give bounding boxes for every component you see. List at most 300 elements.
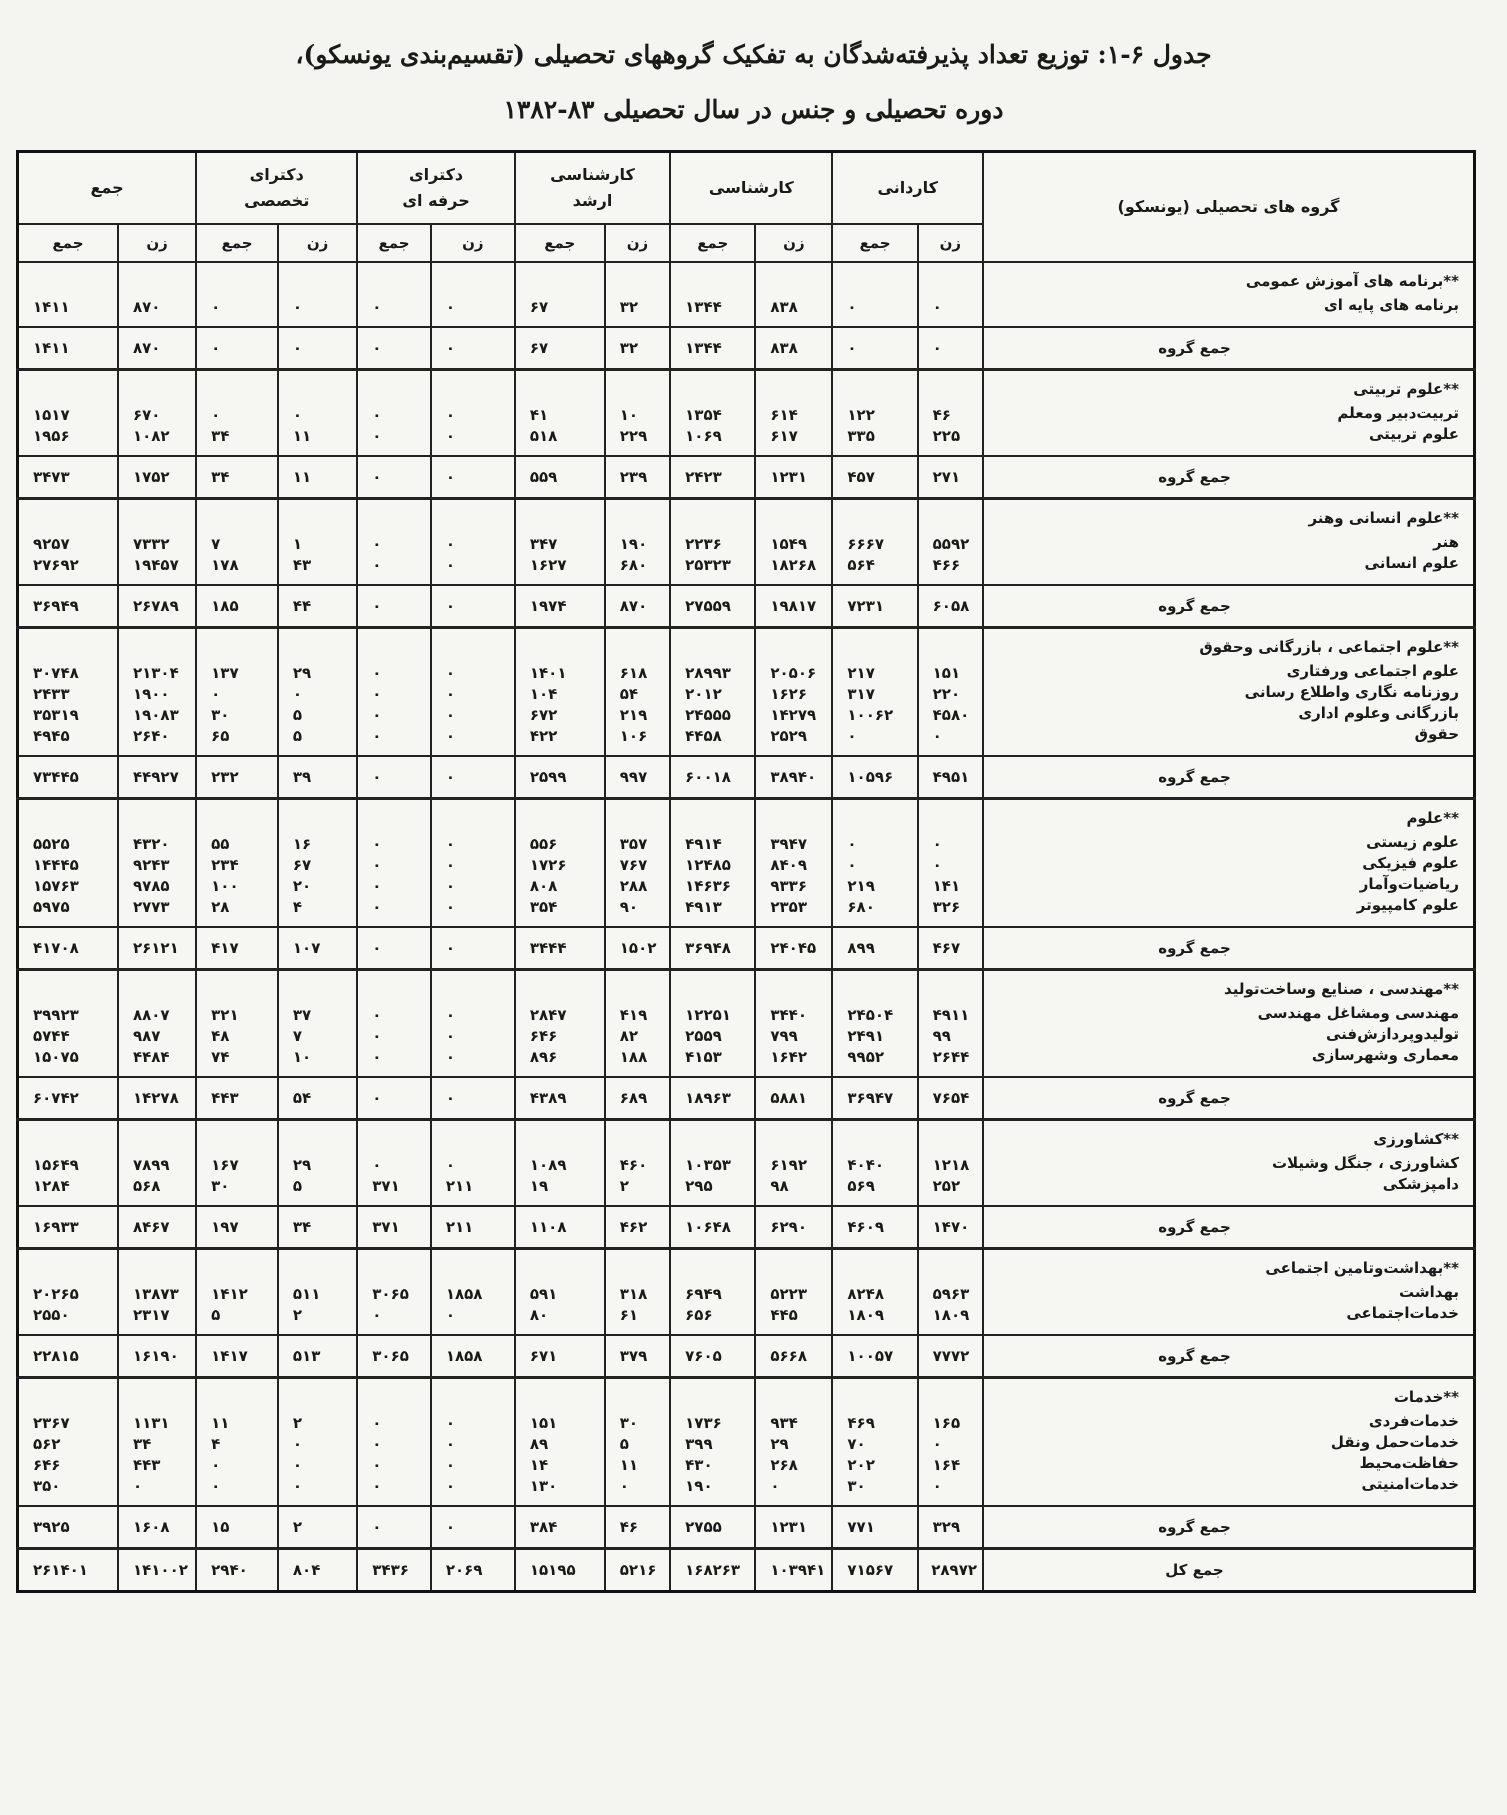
row-spacer <box>847 381 911 405</box>
total-value-cell <box>431 927 515 970</box>
value-cell <box>278 1378 357 1507</box>
value-cell <box>670 628 755 757</box>
cell-value: ۳۲۶ <box>932 898 961 916</box>
total-value: ۲۴۲۳ <box>685 468 722 486</box>
value-cell <box>918 499 983 586</box>
cell-value: ۲۴۹۱ <box>847 1027 885 1045</box>
total-value-cell <box>670 1335 755 1378</box>
cell-value: ۱۹ <box>529 1177 549 1195</box>
total-value: ۰ <box>292 339 303 357</box>
value-cell <box>515 1378 605 1507</box>
cell-value: ۱۹۴۵۷ <box>132 556 179 574</box>
group-detail-row <box>18 1378 1475 1507</box>
cell-value: ۶۴۶ <box>529 1027 558 1045</box>
cell-value: ۱۴۱ <box>932 877 961 895</box>
value-cell <box>278 262 357 327</box>
cell-value: ۰ <box>372 1048 382 1066</box>
total-value: ۰ <box>445 1089 455 1107</box>
value-cell <box>755 1120 832 1207</box>
total-value-cell <box>918 1506 983 1549</box>
value-cell <box>515 370 605 457</box>
cell-value: ۲۹۵ <box>685 1177 713 1195</box>
total-value-cell <box>431 1206 515 1249</box>
cell-value: ۲۶۸ <box>770 1456 798 1474</box>
group-detail-row <box>18 370 1475 457</box>
value-cell <box>670 1249 755 1336</box>
total-value: ۵۸۸۱ <box>770 1089 807 1107</box>
group-total-label-cell <box>983 456 1474 499</box>
female-subheader: زن <box>278 224 357 262</box>
row-spacer <box>530 510 599 534</box>
value-cell <box>431 370 515 457</box>
group-total-row <box>18 1077 1475 1120</box>
total-value: ۴۴۳ <box>211 1089 239 1107</box>
total-value: ۱۴۱۷ <box>211 1347 248 1365</box>
cell-value: ۰ <box>445 727 455 745</box>
row-spacer <box>133 639 190 663</box>
cell-value: ۱۴۶۳۶ <box>685 877 731 895</box>
cell-value: ۱۸۸ <box>619 1048 648 1066</box>
cell-value: ۰ <box>445 556 455 574</box>
cell-value: ۴۹۱۴ <box>685 835 722 853</box>
cell-value: ۱۳۴۴ <box>685 298 722 316</box>
cell-value: ۶۱۷ <box>770 427 798 445</box>
row-spacer <box>685 510 749 534</box>
cell-value: ۴۱ <box>529 406 549 424</box>
cell-value: ۰ <box>372 1435 382 1453</box>
cell-value: ۱۸۰۹ <box>847 1306 885 1324</box>
row-spacer <box>133 1389 190 1413</box>
total-value-cell <box>515 1206 605 1249</box>
value-cell <box>670 1378 755 1507</box>
total-value-cell <box>357 1077 431 1120</box>
cell-value: ۳۳۵ <box>847 427 875 445</box>
cell-value: ۱۰۶۹ <box>685 427 722 445</box>
total-value-cell <box>431 585 515 628</box>
value-cell <box>118 1120 196 1207</box>
value-cell <box>832 499 917 586</box>
cell-value: ۰ <box>372 706 382 724</box>
value-cell <box>918 370 983 457</box>
cell-value: ۲۴۵۵۵ <box>685 706 731 724</box>
cell-value: ۲۵۲ <box>932 1177 961 1195</box>
group-total-row <box>18 1506 1475 1549</box>
cell-value: ۲۰۵۰۶ <box>770 664 817 682</box>
total-value-cell <box>605 1206 670 1249</box>
total-value: ۰ <box>847 339 857 357</box>
total-value: ۳۲۹ <box>932 1518 961 1536</box>
total-value-cell <box>605 1077 670 1120</box>
value-cell <box>755 1249 832 1336</box>
cell-value: ۰ <box>292 685 303 703</box>
value-cell <box>18 1249 118 1336</box>
cell-value: ۸۰۸ <box>529 877 558 895</box>
total-value: ۱۸۹۶۳ <box>685 1089 731 1107</box>
row-spacer <box>530 1131 599 1155</box>
total-value-cell <box>832 756 917 799</box>
total-value: ۳۹ <box>292 768 312 786</box>
row-spacer <box>211 1389 272 1413</box>
group-total-label-cell <box>983 1506 1474 1549</box>
value-cell <box>755 1378 832 1507</box>
cell-value: ۴۹۱۳ <box>685 898 722 916</box>
cell-value: ۰ <box>372 1306 382 1324</box>
cell-value: ۳۹۹ <box>685 1435 713 1453</box>
cell-value: ۱ <box>292 535 303 553</box>
cell-value: ۶۱ <box>619 1306 639 1324</box>
value-cell <box>755 970 832 1078</box>
group-labels-cell <box>983 799 1474 928</box>
total-value-cell <box>755 927 832 970</box>
row-spacer <box>933 639 977 663</box>
total-value-cell <box>278 585 357 628</box>
cell-value: ۸۹ <box>529 1435 549 1453</box>
group-total-label: جمع گروه <box>1158 596 1231 615</box>
value-cell <box>18 970 118 1078</box>
value-cell <box>605 799 670 928</box>
cell-value: ۶۴۶ <box>33 1456 61 1474</box>
cell-value: ۳۵۳۱۹ <box>33 706 79 724</box>
group-labels-cell <box>983 499 1474 586</box>
total-value: ۸۷۰ <box>619 597 648 615</box>
value-cell <box>431 499 515 586</box>
cell-value: ۰ <box>372 427 382 445</box>
cell-value: ۲۲۹ <box>619 427 648 445</box>
level-header-line2: حرفه ای <box>402 191 470 210</box>
row-spacer <box>685 1131 749 1155</box>
total-value-cell <box>515 1077 605 1120</box>
value-cell <box>755 499 832 586</box>
row-spacer <box>133 273 190 297</box>
row-spacer <box>293 981 351 1005</box>
cell-value: ۱۹۵۶ <box>33 427 70 445</box>
female-subheader: زن <box>118 224 196 262</box>
value-cell <box>18 499 118 586</box>
level-header-line2: ارشد <box>572 191 613 210</box>
cell-value: ۱۶۵ <box>932 1414 961 1432</box>
cell-value: ۴۶۶ <box>932 556 961 574</box>
cell-value: ۲۴۵۰۴ <box>847 1006 894 1024</box>
cell-value: ۵۱۸ <box>529 427 558 445</box>
cell-value: ۱۳۷ <box>211 664 239 682</box>
row-spacer <box>685 981 749 1005</box>
group-total-label-cell <box>983 927 1474 970</box>
cell-value: ۰ <box>445 1456 455 1474</box>
cell-value: ۰ <box>445 1048 455 1066</box>
grand-total-cell <box>670 1549 755 1592</box>
row-spacer <box>33 1131 112 1155</box>
total-value-cell <box>832 585 917 628</box>
total-value-cell <box>605 585 670 628</box>
value-cell <box>18 628 118 757</box>
total-value-cell <box>605 927 670 970</box>
group-name: **بهداشت‌وتامین اجتماعی <box>1265 1259 1459 1277</box>
subgroup-label: علوم کامپیوتر <box>1356 896 1459 914</box>
value-cell <box>357 1120 431 1207</box>
value-cell <box>832 799 917 928</box>
total-value: ۱۱۰۸ <box>529 1218 567 1236</box>
cell-value: ۵۵ <box>211 835 230 853</box>
total-value: ۲۳۲ <box>211 768 239 786</box>
cell-value: ۲۸۴۷ <box>529 1006 567 1024</box>
grand-total-value: ۳۴۳۶ <box>372 1561 409 1579</box>
value-cell <box>918 1378 983 1507</box>
total-value-cell <box>670 927 755 970</box>
total-value-cell <box>670 1077 755 1120</box>
cell-value: ۷۸۹۹ <box>132 1156 170 1174</box>
level-header <box>196 152 357 225</box>
cell-value: ۲۵۵۹ <box>685 1027 722 1045</box>
cell-value: ۴۳۰ <box>685 1456 713 1474</box>
total-value: ۵۶۶۸ <box>770 1347 807 1365</box>
total-value-cell <box>431 1506 515 1549</box>
total-value: ۱۱ <box>292 468 312 486</box>
total-value-cell <box>670 585 755 628</box>
value-cell <box>605 1378 670 1507</box>
cell-value: ۱۴۴۴۵ <box>33 856 79 874</box>
female-subheader: زن <box>918 224 983 262</box>
total-value-cell <box>196 756 278 799</box>
cell-value: ۴۴۳ <box>132 1456 161 1474</box>
cell-value: ۰ <box>932 1477 942 1495</box>
value-cell <box>357 1378 431 1507</box>
total-value: ۰ <box>372 768 382 786</box>
row-spacer <box>847 1131 911 1155</box>
cell-value: ۰ <box>445 1306 455 1324</box>
total-value-cell <box>670 456 755 499</box>
total-value-cell <box>515 1335 605 1378</box>
cell-value: ۱۵۴۹ <box>770 535 807 553</box>
subgroup-label: حفاظت‌محیط <box>1359 1454 1459 1472</box>
total-value-cell <box>357 1206 431 1249</box>
cell-value: ۱۳۵۴ <box>685 406 722 424</box>
table-header <box>18 152 1475 263</box>
cell-value: ۰ <box>932 835 942 853</box>
row-spacer <box>33 1389 112 1413</box>
total-value: ۶۸۹ <box>619 1089 648 1107</box>
level-header-line1: دکترای <box>408 165 464 184</box>
cell-value: ۹۰ <box>619 898 639 916</box>
cell-value: ۲ <box>292 1414 303 1432</box>
value-cell <box>196 799 278 928</box>
cell-value: ۱۱ <box>211 1414 230 1432</box>
value-cell <box>605 1120 670 1207</box>
cell-value: ۹۳۳۶ <box>770 877 807 895</box>
group-total-label-cell <box>983 756 1474 799</box>
total-value-cell <box>118 585 196 628</box>
cell-value: ۱۹۰ <box>685 1477 713 1495</box>
total-value-cell <box>278 927 357 970</box>
total-value-cell <box>18 1077 118 1120</box>
cell-value: ۱۵۷۶۳ <box>33 877 79 895</box>
cell-value: ۳۰ <box>847 1477 866 1495</box>
total-value-cell <box>918 456 983 499</box>
group-total-label-cell <box>983 327 1474 370</box>
cell-value: ۲۸۹۹۳ <box>685 664 731 682</box>
total-value: ۹۹۷ <box>619 768 648 786</box>
cell-value: ۲۷۶۹۲ <box>33 556 79 574</box>
total-value: ۴۴۹۲۷ <box>132 768 179 786</box>
value-cell <box>918 799 983 928</box>
cell-value: ۱۶۴۲ <box>770 1048 807 1066</box>
cell-value: ۲۵۳۲۳ <box>685 556 731 574</box>
total-value: ۰ <box>445 339 455 357</box>
total-value: ۲۲۸۱۵ <box>33 1347 79 1365</box>
total-value: ۱۸۵ <box>211 597 239 615</box>
level-header-line1: دکترای <box>249 165 304 184</box>
value-cell <box>357 799 431 928</box>
grand-total-row <box>18 1549 1475 1592</box>
total-value-cell <box>431 456 515 499</box>
value-cell <box>832 1120 917 1207</box>
total-value-cell <box>515 927 605 970</box>
cell-value: ۳۰ <box>211 1177 230 1195</box>
value-cell <box>118 799 196 928</box>
cell-value: ۴۴۵ <box>770 1306 798 1324</box>
subgroup-label: علوم تربیتی <box>1368 425 1459 443</box>
value-cell <box>357 262 431 327</box>
cell-value: ۷۳۳۲ <box>132 535 170 553</box>
cell-value: ۲۸ <box>211 898 230 916</box>
cell-value: ۳۴ <box>211 427 230 445</box>
total-value-cell <box>357 1335 431 1378</box>
cell-value: ۶۷۰ <box>132 406 161 424</box>
total-value: ۲۶۷۸۹ <box>132 597 179 615</box>
cell-value: ۰ <box>847 835 857 853</box>
cell-value: ۲۹ <box>770 1435 789 1453</box>
row-spacer <box>685 639 749 663</box>
total-value: ۱۰۶۴۸ <box>685 1218 731 1236</box>
row-spacer <box>620 1260 664 1284</box>
total-value: ۳۶۹۴۷ <box>847 1089 894 1107</box>
group-total-row <box>18 927 1475 970</box>
subgroup-label: دامپزشکی <box>1382 1175 1459 1193</box>
cell-value: ۲۰۲۶۵ <box>33 1285 79 1303</box>
total-value: ۰ <box>445 939 455 957</box>
cell-value: ۲۲۰ <box>932 685 961 703</box>
cell-value: ۱۶۲۷ <box>529 556 567 574</box>
cell-value: ۲۵۵۰ <box>33 1306 70 1324</box>
cell-value: ۲۴۳۳ <box>33 685 70 703</box>
total-value: ۶۰۵۸ <box>932 597 970 615</box>
cell-value: ۵ <box>619 1435 629 1453</box>
cell-value: ۱۴۰۱ <box>529 664 567 682</box>
cell-value: ۸۸۰۷ <box>132 1006 170 1024</box>
total-subheader: جمع <box>670 224 755 262</box>
value-cell <box>918 628 983 757</box>
group-total-label-cell <box>983 1206 1474 1249</box>
grand-total-cell <box>357 1549 431 1592</box>
total-value-cell <box>515 456 605 499</box>
cell-value: ۳۰۶۵ <box>372 1285 409 1303</box>
group-detail-row <box>18 1249 1475 1336</box>
total-value-cell <box>431 1335 515 1378</box>
total-value-cell <box>670 1206 755 1249</box>
total-value: ۵۵۹ <box>529 468 558 486</box>
cell-value: ۱۰۳۵۳ <box>685 1156 731 1174</box>
total-value-cell <box>196 1335 278 1378</box>
row-spacer <box>770 1389 826 1413</box>
total-value: ۴۴ <box>292 597 312 615</box>
cell-value: ۴۳ <box>292 556 312 574</box>
total-value: ۶۷۱ <box>529 1347 558 1365</box>
row-spacer <box>293 1131 351 1155</box>
cell-value: ۱۵۶۴۹ <box>33 1156 79 1174</box>
cell-value: ۱۲۱۸ <box>932 1156 970 1174</box>
row-spacer <box>372 273 425 297</box>
cell-value: ۱۴۱۲ <box>211 1285 248 1303</box>
grand-total-label-cell <box>983 1549 1474 1592</box>
level-header <box>357 152 515 225</box>
row-spacer <box>211 510 272 534</box>
subgroup-label: ریاضیات‌وآمار <box>1359 875 1459 893</box>
cell-value: ۱۶ <box>292 835 312 853</box>
cell-value: ۱۰۰۶۲ <box>847 706 894 724</box>
total-value: ۴۱۷۰۸ <box>33 939 79 957</box>
cell-value: ۰ <box>372 1477 382 1495</box>
total-value-cell <box>605 1335 670 1378</box>
cell-value: ۱۰۸۹ <box>529 1156 567 1174</box>
cell-value: ۱۶۴ <box>932 1456 961 1474</box>
grand-total-value: ۱۰۳۹۴۱ <box>770 1561 826 1579</box>
total-value-cell <box>832 327 917 370</box>
cell-value: ۲۱۹ <box>847 877 875 895</box>
cell-value: ۲۱۹ <box>619 706 648 724</box>
row-spacer <box>620 981 664 1005</box>
cell-value: ۵۵۲۵ <box>33 835 70 853</box>
row-spacer <box>933 1389 977 1413</box>
cell-value: ۳۰ <box>211 706 230 724</box>
total-value: ۱۰۰۵۷ <box>847 1347 894 1365</box>
cell-value: ۰ <box>292 1477 303 1495</box>
subgroup-label: بازرگانی وعلوم اداری <box>1298 704 1459 722</box>
total-value-cell <box>278 756 357 799</box>
grand-total-value: ۲۰۶۹ <box>445 1561 483 1579</box>
row-spacer <box>770 981 826 1005</box>
group-total-label: جمع گروه <box>1158 1217 1231 1236</box>
total-value-cell <box>357 756 431 799</box>
cell-value: ۲۵۲۹ <box>770 727 807 745</box>
total-value-cell <box>431 756 515 799</box>
cell-value: ۰ <box>445 298 455 316</box>
total-value: ۳۹۲۵ <box>33 1518 70 1536</box>
subgroup-label: خدمات‌حمل ونقل <box>1330 1433 1459 1451</box>
group-labels-cell <box>983 262 1474 327</box>
row-spacer <box>372 510 425 534</box>
cell-value: ۵۷۴۴ <box>33 1027 70 1045</box>
group-total-label: جمع گروه <box>1158 338 1231 357</box>
row-spacer <box>620 810 664 834</box>
cell-value: ۰ <box>211 1477 221 1495</box>
value-cell <box>196 499 278 586</box>
value-cell <box>755 262 832 327</box>
total-value-cell <box>18 1506 118 1549</box>
table-body <box>18 262 1475 1592</box>
cell-value: ۴۱۹ <box>619 1006 648 1024</box>
total-value-cell <box>755 1506 832 1549</box>
row-spacer <box>620 1131 664 1155</box>
cell-value: ۴۴۸۴ <box>132 1048 170 1066</box>
cell-value: ۱۵۱ <box>932 664 961 682</box>
value-cell <box>918 1120 983 1207</box>
row-spacer <box>372 639 425 663</box>
cell-value: ۴ <box>292 898 303 916</box>
grand-total-value: ۲۶۱۴۰۱ <box>33 1561 88 1579</box>
value-cell <box>515 628 605 757</box>
group-total-label-cell <box>983 1077 1474 1120</box>
group-labels-cell <box>983 628 1474 757</box>
row-spacer <box>446 639 509 663</box>
